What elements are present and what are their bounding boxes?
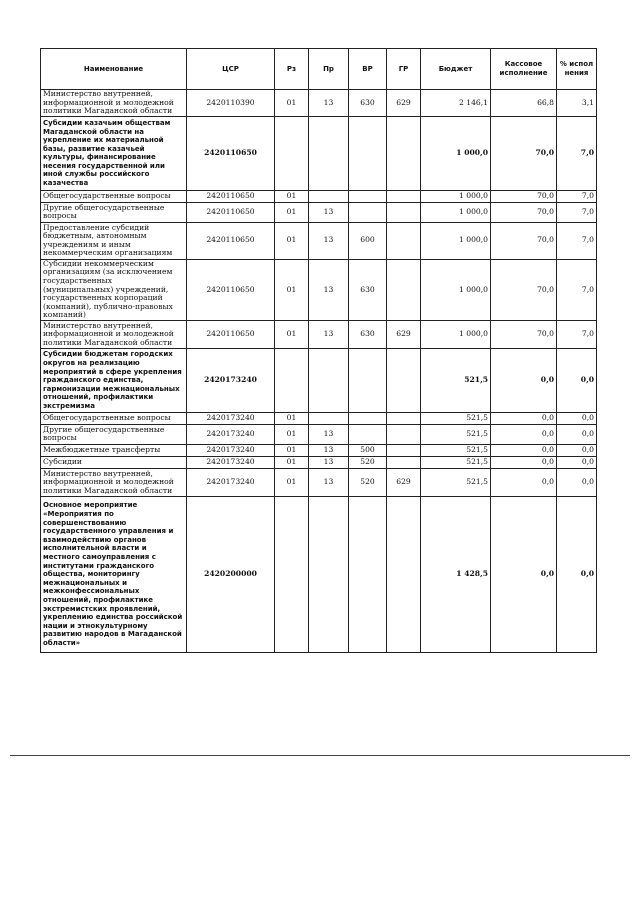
row-gr [387,444,421,456]
row-csr: 2420173240 [187,444,275,456]
row-pr: 13 [309,259,349,320]
row-gr [387,348,421,412]
row-percent: 3,1 [557,90,597,117]
row-name: Субсидии некоммерческим организациям (за исключением государственных (муниципальных) учреждений, государственных корпораций (компаний), публично-правовых компаний) [41,259,187,320]
row-rz: 01 [275,468,309,496]
row-cash-execution: 0,0 [491,444,557,456]
header-pr: Пр [309,49,349,90]
row-vr [349,424,387,444]
row-vr [349,116,387,190]
row-pr: 13 [309,424,349,444]
row-rz: 01 [275,190,309,202]
row-vr: 520 [349,468,387,496]
row-csr: 2420200000 [187,496,275,652]
row-vr: 500 [349,444,387,456]
row-cash-execution: 0,0 [491,456,557,468]
row-cash-execution: 0,0 [491,412,557,424]
table-row [41,90,597,117]
budget-execution-table [40,48,597,653]
row-rz: 01 [275,444,309,456]
row-vr [349,202,387,222]
row-pr: 13 [309,456,349,468]
row-rz [275,348,309,412]
row-rz: 01 [275,320,309,348]
row-percent: 0,0 [557,412,597,424]
table-row [41,320,597,348]
table-body [41,90,597,653]
row-csr: 2420110390 [187,90,275,117]
row-pr: 13 [309,90,349,117]
row-name: Другие общегосударственные вопросы [41,202,187,222]
row-cash-execution: 66,8 [491,90,557,117]
header-percent: % испол нения [557,49,597,90]
table-row [41,444,597,456]
table-row [41,496,597,652]
row-pr [309,348,349,412]
row-gr [387,259,421,320]
row-gr [387,190,421,202]
row-cash-execution: 0,0 [491,348,557,412]
row-gr [387,202,421,222]
row-percent: 0,0 [557,348,597,412]
row-budget: 521,5 [421,444,491,456]
row-csr: 2420110650 [187,116,275,190]
row-pr [309,190,349,202]
row-name: Министерство внутренней, информационной и молодежной политики Магаданской области [41,90,187,117]
row-csr: 2420173240 [187,348,275,412]
row-percent: 7,0 [557,202,597,222]
table-row [41,456,597,468]
row-cash-execution: 70,0 [491,202,557,222]
header-budget: Бюджет [421,49,491,90]
row-name: Министерство внутренней, информационной и молодежной политики Магаданской области [41,468,187,496]
row-budget: 521,5 [421,456,491,468]
row-name: Субсидии казачьим обществам Магаданской области на укрепление их материальной базы, развитие казачьей культуры, финансирование несения государственной или иной службы российского казачества [41,116,187,190]
row-vr [349,496,387,652]
row-pr [309,496,349,652]
table-row [41,468,597,496]
table-row [41,412,597,424]
row-percent: 7,0 [557,259,597,320]
row-percent: 7,0 [557,116,597,190]
row-rz: 01 [275,222,309,259]
table-row [41,190,597,202]
table-header-row [41,49,597,90]
row-budget: 1 000,0 [421,116,491,190]
row-percent: 0,0 [557,444,597,456]
footer-divider [10,755,630,756]
row-csr: 2420110650 [187,202,275,222]
row-name: Основное мероприятие «Мероприятия по совершенствованию государственного управления и взаимодействию органов исполнительной власти и местного самоуправления с институтами гражданского общества, мониторингу межнациональных и межконфессиональных отношений, профилактике экстремистских проявлений, укреплению единства российской нации и этнокультурному развитию народов в Магаданской области» [41,496,187,652]
table-row [41,424,597,444]
row-rz: 01 [275,456,309,468]
row-budget: 2 146,1 [421,90,491,117]
row-budget: 1 428,5 [421,496,491,652]
header-vr: ВР [349,49,387,90]
row-csr: 2420173240 [187,412,275,424]
row-vr: 630 [349,90,387,117]
row-budget: 1 000,0 [421,320,491,348]
row-gr [387,222,421,259]
row-name: Общегосударственные вопросы [41,412,187,424]
row-csr: 2420110650 [187,222,275,259]
row-vr [349,412,387,424]
row-cash-execution: 70,0 [491,320,557,348]
row-rz: 01 [275,202,309,222]
row-gr: 629 [387,90,421,117]
row-vr: 520 [349,456,387,468]
row-gr: 629 [387,320,421,348]
row-pr: 13 [309,320,349,348]
row-name: Общегосударственные вопросы [41,190,187,202]
row-name: Министерство внутренней, информационной и молодежной политики Магаданской области [41,320,187,348]
row-gr [387,116,421,190]
row-gr [387,456,421,468]
row-budget: 1 000,0 [421,259,491,320]
row-budget: 521,5 [421,424,491,444]
row-pr: 13 [309,468,349,496]
row-cash-execution: 0,0 [491,424,557,444]
row-budget: 521,5 [421,468,491,496]
row-pr [309,412,349,424]
row-rz [275,496,309,652]
row-percent: 7,0 [557,320,597,348]
row-vr [349,190,387,202]
row-name: Межбюджетные трансферты [41,444,187,456]
row-cash-execution: 0,0 [491,468,557,496]
header-cash-execution: Кассовое исполнение [491,49,557,90]
row-vr: 630 [349,320,387,348]
row-rz [275,116,309,190]
row-csr: 2420173240 [187,424,275,444]
row-pr: 13 [309,202,349,222]
row-gr [387,424,421,444]
row-rz: 01 [275,90,309,117]
table-row [41,348,597,412]
row-name: Предоставление субсидий бюджетным, автономным учреждениям и иным некоммерческим организациям [41,222,187,259]
row-csr: 2420173240 [187,456,275,468]
row-percent: 7,0 [557,190,597,202]
row-budget: 1 000,0 [421,222,491,259]
header-rz: Рз [275,49,309,90]
row-percent: 0,0 [557,424,597,444]
row-percent: 0,0 [557,456,597,468]
row-budget: 521,5 [421,348,491,412]
row-vr [349,348,387,412]
row-vr: 630 [349,259,387,320]
row-csr: 2420110650 [187,259,275,320]
row-csr: 2420110650 [187,190,275,202]
row-rz: 01 [275,412,309,424]
table-row [41,222,597,259]
table-row [41,259,597,320]
row-vr: 600 [349,222,387,259]
table-row [41,116,597,190]
row-name: Субсидии бюджетам городских округов на реализацию мероприятий в сфере укрепления гражданского единства, гармонизации межнациональных отношений, профилактики экстремизма [41,348,187,412]
row-pr: 13 [309,444,349,456]
row-csr: 2420173240 [187,468,275,496]
row-budget: 1 000,0 [421,202,491,222]
row-cash-execution: 70,0 [491,190,557,202]
row-cash-execution: 70,0 [491,222,557,259]
table-row [41,202,597,222]
row-gr [387,412,421,424]
row-percent: 0,0 [557,496,597,652]
row-rz: 01 [275,259,309,320]
row-budget: 521,5 [421,412,491,424]
row-pr: 13 [309,222,349,259]
row-percent: 7,0 [557,222,597,259]
row-gr [387,496,421,652]
row-csr: 2420110650 [187,320,275,348]
header-name: Наименование [41,49,187,90]
row-gr: 629 [387,468,421,496]
header-csr: ЦСР [187,49,275,90]
row-name: Другие общегосударственные вопросы [41,424,187,444]
row-rz: 01 [275,424,309,444]
row-budget: 1 000,0 [421,190,491,202]
row-cash-execution: 70,0 [491,116,557,190]
header-gr: ГР [387,49,421,90]
row-name: Субсидии [41,456,187,468]
row-percent: 0,0 [557,468,597,496]
row-cash-execution: 70,0 [491,259,557,320]
row-pr [309,116,349,190]
row-cash-execution: 0,0 [491,496,557,652]
